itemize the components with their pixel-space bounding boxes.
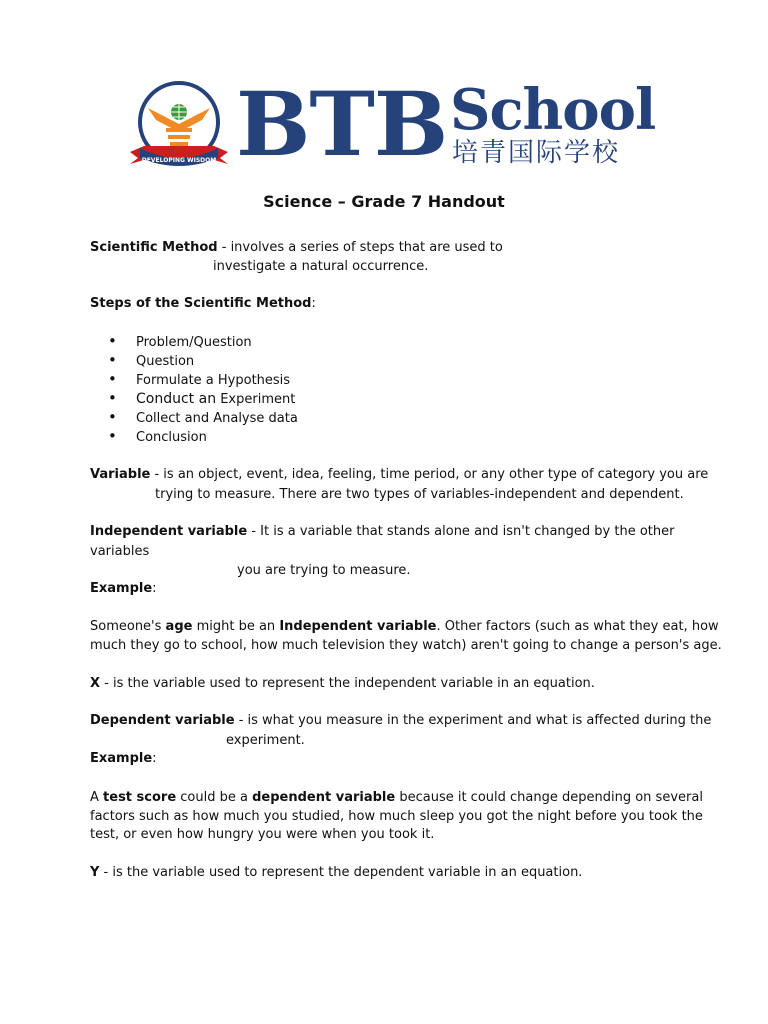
text-run: A — [90, 790, 104, 805]
steps-heading-colon: : — [311, 296, 316, 311]
dependent-example-line3: test, or even how hungry you were when you took it. — [90, 827, 435, 842]
scientific-method-line1 — [90, 238, 503, 257]
independent-example-line2: much they go to school, how much television they watch) aren't going to change a person's age. — [90, 638, 722, 653]
text-run: Someone's — [90, 619, 166, 634]
dependent-term: Dependent variable — [90, 713, 235, 728]
independent-example-line1 — [90, 617, 719, 636]
independent-line3: you are trying to measure. — [237, 563, 411, 578]
x-line — [90, 674, 595, 693]
scientific-method-def: - involves a series of steps that are used to — [217, 240, 503, 255]
list-item: • Question — [108, 352, 298, 371]
independent-example-label — [90, 579, 157, 598]
y-def: - is the variable used to represent the dependent variable in an equation. — [99, 865, 583, 880]
list-item-part: Experiment — [220, 392, 296, 407]
page-title: Science – Grade 7 Handout — [263, 192, 505, 211]
list-item: • Formulate a Hypothesis — [108, 371, 298, 390]
independent-term: Independent variable — [90, 524, 248, 539]
dependent-example-line2: factors such as how much you studied, how much sleep you got the night before you took the — [90, 809, 703, 824]
y-line — [90, 863, 582, 882]
steps-heading — [90, 294, 316, 313]
list-item — [108, 390, 298, 409]
steps-heading-text: Steps of the Scientific Method — [90, 296, 312, 311]
list-item-part: Conduct an — [136, 391, 217, 407]
dependent-line2: experiment. — [226, 733, 305, 748]
independent-def: - It is a variable that stands alone and isn't changed by the other — [247, 524, 675, 539]
independent-line1 — [90, 522, 675, 541]
list-item: • Conclusion — [108, 428, 298, 447]
example-colon: : — [152, 581, 157, 596]
variable-def: - is an object, event, idea, feeling, time period, or any other type of category you are — [150, 467, 709, 482]
text-run: could be a — [176, 790, 253, 805]
text-run-bold: Independent variable — [279, 619, 437, 634]
example-label: Example — [90, 581, 153, 596]
logo-chinese-text: 培青国际学校 — [452, 138, 621, 168]
logo-btb-text: BTB — [236, 72, 448, 176]
text-run: might be an — [192, 619, 280, 634]
y-term: Y — [90, 865, 100, 880]
logo-school-text: School — [450, 77, 656, 143]
independent-line2: variables — [90, 544, 150, 559]
school-logo-emblem — [126, 80, 232, 172]
text-run-bold: dependent variable — [252, 790, 396, 805]
example-label: Example — [90, 751, 153, 766]
dependent-example-label — [90, 749, 157, 768]
dependent-def: - is what you measure in the experiment and what is affected during the — [234, 713, 712, 728]
dependent-example-line1 — [90, 788, 703, 807]
scientific-method-term: Scientific Method — [90, 240, 218, 255]
text-run-bold: age — [165, 619, 193, 634]
scientific-method-line2: investigate a natural occurrence. — [213, 259, 429, 274]
logo-ribbon-label: DEVELOPING WISDOM — [141, 157, 217, 164]
variable-line2: trying to measure. There are two types of variables-independent and dependent. — [155, 487, 684, 502]
example-colon: : — [152, 751, 157, 766]
list-item: • Problem/Question — [108, 333, 298, 352]
dependent-line1 — [90, 711, 711, 730]
variable-term: Variable — [90, 467, 151, 482]
steps-list — [108, 333, 298, 447]
x-term: X — [90, 676, 101, 691]
variable-line1 — [90, 465, 708, 484]
text-run: . Other factors (such as what they eat, how — [436, 619, 719, 634]
text-run: because it could change depending on several — [395, 790, 703, 805]
x-def: - is the variable used to represent the independent variable in an equation. — [100, 676, 595, 691]
list-item: • Collect and Analyse data — [108, 409, 298, 428]
text-run-bold: test score — [103, 790, 177, 805]
